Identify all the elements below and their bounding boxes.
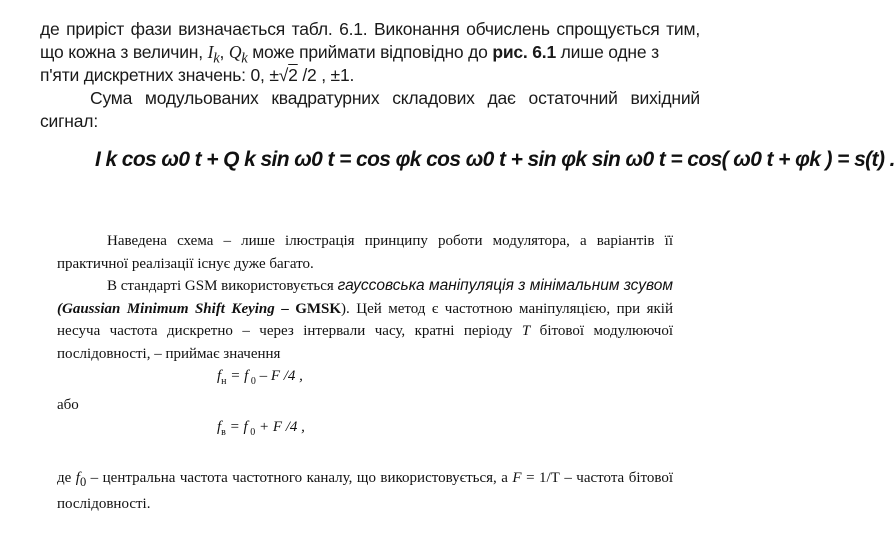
text-line-1: де приріст фази визначається табл. 6.1. Виконання обчислень спрощується тим, xyxy=(40,19,700,39)
paragraph-1: Наведена схема – лише ілюстрація принципу роботи модулятора, а варіантів її практичної реалізації існує дуже багато. xyxy=(57,233,673,272)
text-line-3: п'яти дискретних значень: 0, ±√2 /2 , ±1. xyxy=(40,65,355,85)
text-line-2: що кожна з величин, $I_k$, $Q_k$ може приймати відповідно до рис. 6.1 лише одне з xyxy=(40,42,659,67)
scanned-text-block xyxy=(40,18,700,133)
paragraph-2: В стандарті GSM використовується гауссовська маніпуляція з мінімальним зсувом (Gaussian Minimum Shift Keying – GMSK). Цей метод є частотною маніпуляцією, при якій несуча частота дискретно – через інтервали часу, кратні періоду T бітової модулюючої послідовності, – приймає значення xyxy=(57,277,674,362)
formula-output-signal: I k cos ω0 t + Q k sin ω0 t = cos φk cos ω0 t + sin φk sin ω0 t = cos( ω0 t + φk ) = s(t) . xyxy=(95,148,895,171)
paragraph-3: де $f_0$ – центральна частота частотного каналу, що використовується, а F = 1/Т – частота бітової послідовності. xyxy=(57,469,673,512)
equation-fv: $f_в = f$ $_0$ + F /4 , xyxy=(217,419,305,438)
gmsk-term: гауссовська маніпуляція з мінімальним зсувом xyxy=(337,277,673,294)
body-text xyxy=(57,230,673,516)
equation-fn: $f_н = f$ $_0$ – F /4 , xyxy=(217,368,303,387)
or-word: або xyxy=(57,396,79,413)
text-line-4: Сума модульованих квадратурних складових дає остаточний вихідний xyxy=(90,88,700,108)
figure-reference: рис. 6.1 xyxy=(492,42,556,62)
text-line-5: сигнал: xyxy=(40,111,98,131)
